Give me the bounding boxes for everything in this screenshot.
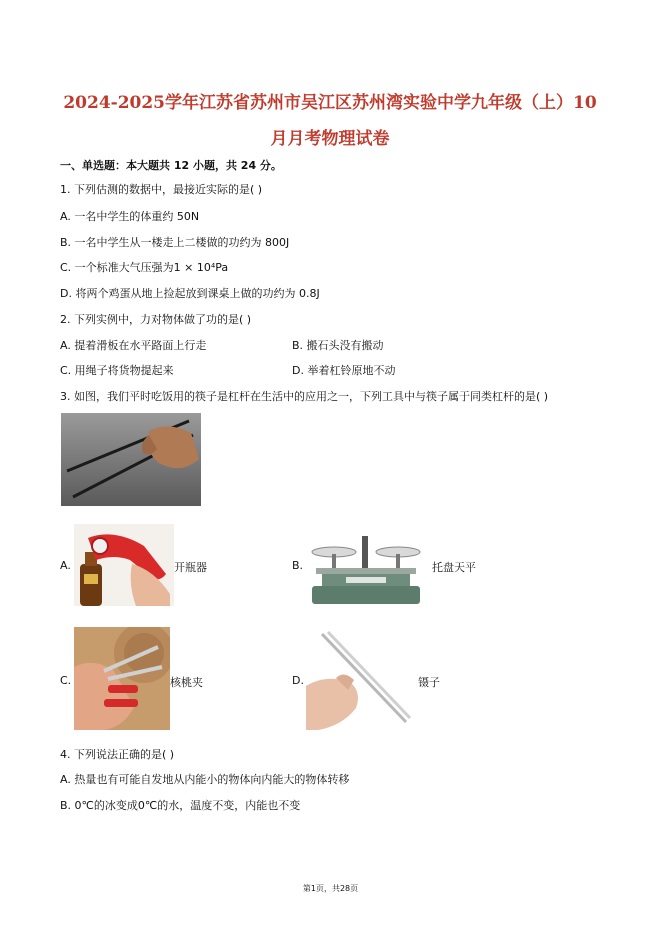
q1-option-a: A. 一名中学生的体重约 50N [60,210,200,223]
q3-option-b-letter: B. [292,559,304,572]
bottle-opener-photo [74,524,174,606]
chopsticks-photo [61,413,201,506]
q2-stem: 2. 下列实例中，力对物体做了功的是( ) [60,313,252,326]
q3-option-d-letter: D. [292,674,304,687]
q3-option-c-letter: C. [60,674,72,687]
exam-title-line2: 月月考物理试卷 [270,129,390,149]
q3-option-b-label: 托盘天平 [432,561,476,574]
section-heading: 一、单选题：本大题共 12 小题，共 24 分。 [60,159,282,172]
exam-title-line1: 2024-2025学年江苏省苏州市吴江区苏州湾实验中学九年级（上）10 [63,93,597,113]
q3-option-c-label: 核桃夹 [170,676,203,689]
q1-option-d: D. 将两个鸡蛋从地上捡起放到课桌上做的功约为 0.8J [60,287,320,300]
q4-option-b: B. 0℃的冰变成0℃的水，温度不变，内能也不变 [60,799,301,812]
q3-stem: 3. 如图，我们平时吃饭用的筷子是杠杆在生活中的应用之一，下列工具中与筷子属于同类杠杆的是( ) [60,390,549,403]
q4-option-a: A. 热量也有可能自发地从内能小的物体向内能大的物体转移 [60,773,350,786]
nutcracker-photo [74,627,170,730]
q2-option-c: C. 用绳子将货物提起来 [60,364,174,377]
page-footer: 第1页，共28页 [302,884,359,893]
q2-option-a: A. 提着滑板在水平路面上行走 [60,339,207,352]
q1-stem: 1. 下列估测的数据中，最接近实际的是( ) [60,183,263,196]
q2-option-d: D. 举着杠铃原地不动 [292,364,396,377]
q4-stem: 4. 下列说法正确的是( ) [60,748,175,761]
q3-option-d-label: 镊子 [418,676,440,689]
q3-option-a-label: 开瓶器 [174,561,207,574]
balance-scale-photo [306,530,426,610]
tweezers-photo [306,630,418,730]
q2-option-b: B. 搬石头没有搬动 [292,339,384,352]
q1-option-c: C. 一个标准大气压强为1 × 10⁴Pa [60,261,229,274]
q1-option-b: B. 一名中学生从一楼走上二楼做的功约为 800J [60,236,290,249]
q3-option-a-letter: A. [60,559,71,572]
